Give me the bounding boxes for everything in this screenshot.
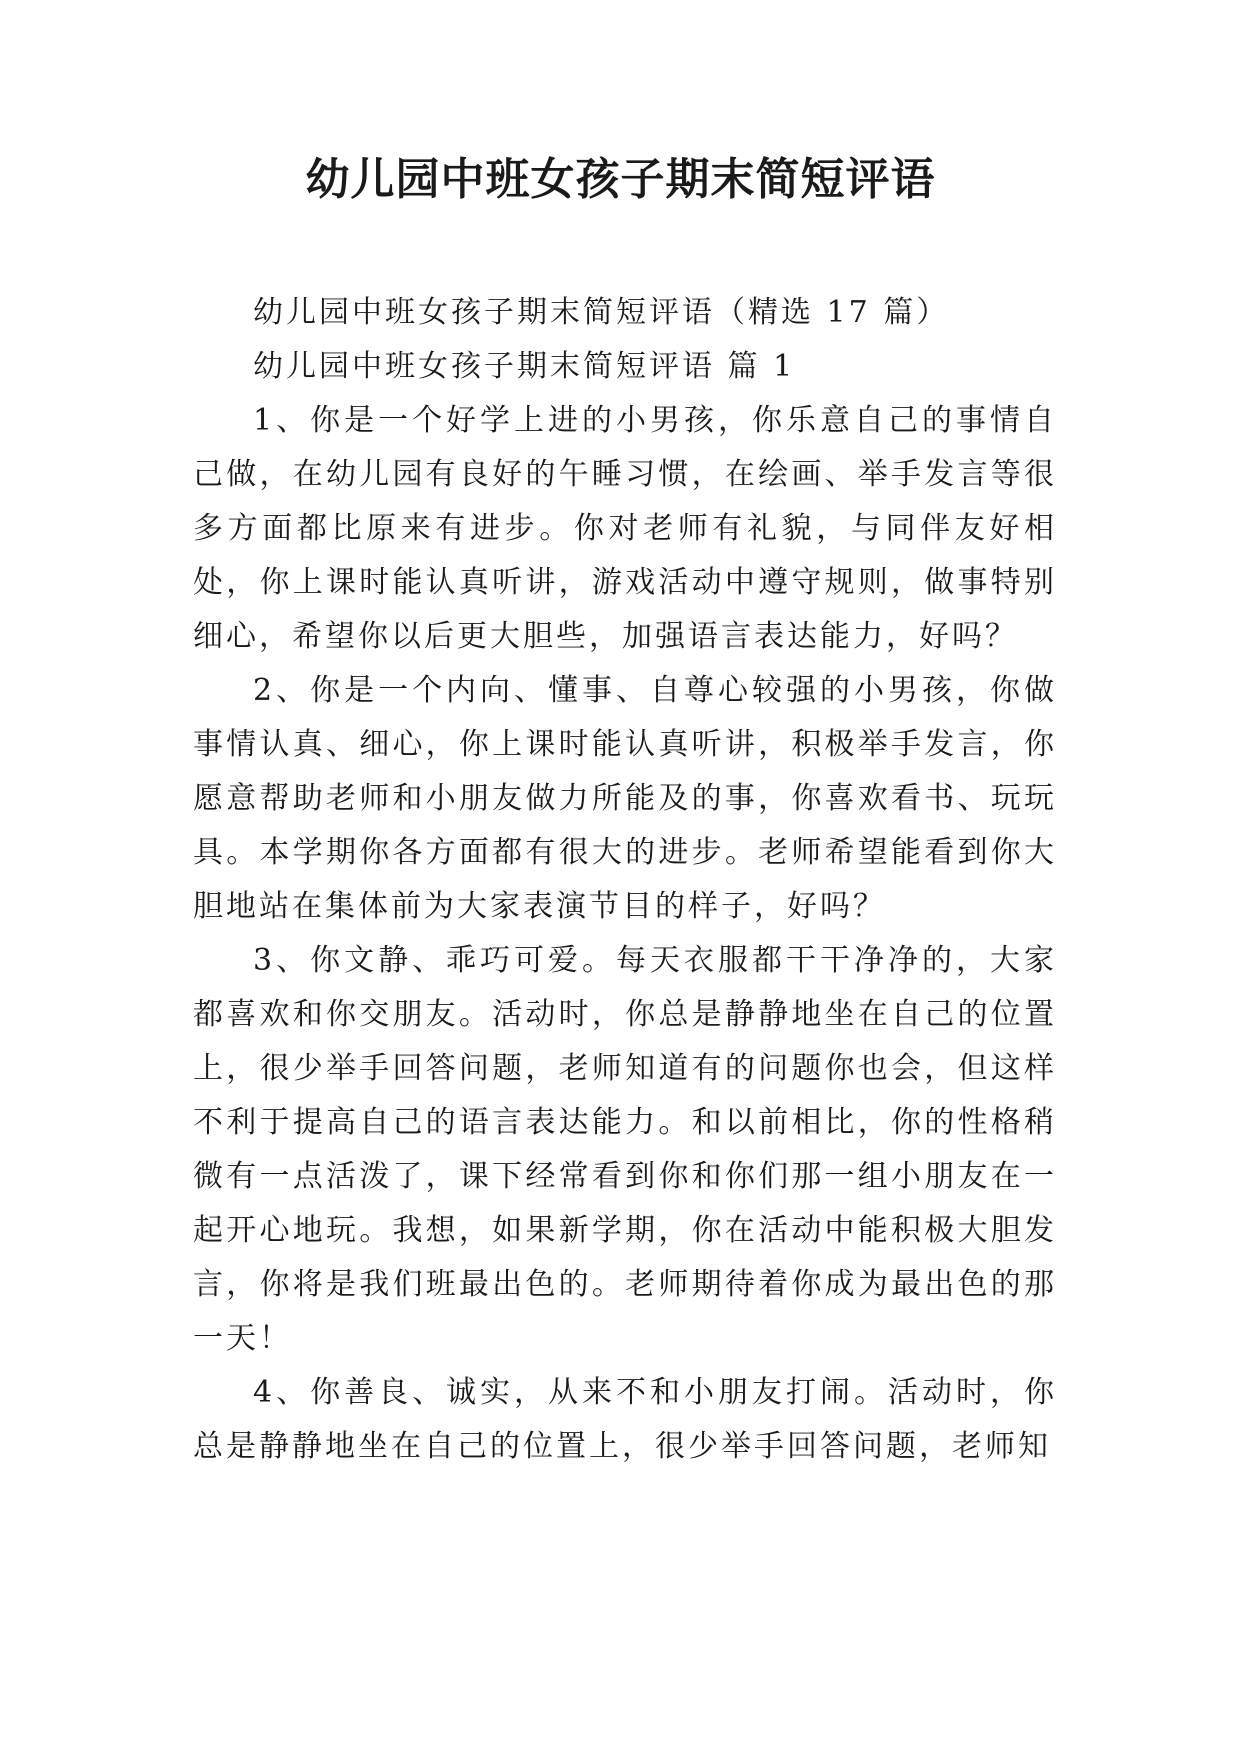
- subtitle-paragraph: 幼儿园中班女孩子期末简短评语（精选 17 篇）: [253, 295, 950, 330]
- comment-paragraph-3: 3、你文静、乖巧可爱。每天衣服都干干净净的，大家都喜欢和你交朋友。活动时，你总是静静地坐在自己的位置上，很少举手回答问题，老师知道有的问题你也会，但这样不利于提高自己的语言表达能力。和以前相比，你的性格稍微有一点活泼了，课下经常看到你和你们那一组小朋友在一起开心地玩。我想，如果新学期，你在活动中能积极大胆发言，你将是我们班最出色的。老师期待着你成为最出色的那一天！: [193, 943, 1057, 1356]
- document-title: 幼儿园中班女孩子期末简短评语: [305, 154, 936, 205]
- comment-paragraph-1: 1、你是一个好学上进的小男孩，你乐意自己的事情自己做，在幼儿园有良好的午睡习惯，在绘画、举手发言等很多方面都比原来有进步。你对老师有礼貌，与同伴友好相处，你上课时能认真听讲，游戏活动中遵守规则，做事特别细心，希望你以后更大胆些，加强语言表达能力，好吗？: [193, 403, 1057, 654]
- document-body: [193, 286, 1057, 1474]
- comment-paragraph-2: 2、你是一个内向、懂事、自尊心较强的小男孩，你做事情认真、细心，你上课时能认真听讲，积极举手发言，你愿意帮助老师和小朋友做力所能及的事，你喜欢看书、玩玩具。本学期你各方面都有很大的进步。老师希望能看到你大胆地站在集体前为大家表演节目的样子，好吗？: [193, 673, 1057, 924]
- comment-paragraph-4: 4、你善良、诚实，从来不和小朋友打闹。活动时，你总是静静地坐在自己的位置上，很少举手回答问题，老师知: [193, 1375, 1057, 1464]
- section-heading: 幼儿园中班女孩子期末简短评语 篇 1: [253, 349, 796, 384]
